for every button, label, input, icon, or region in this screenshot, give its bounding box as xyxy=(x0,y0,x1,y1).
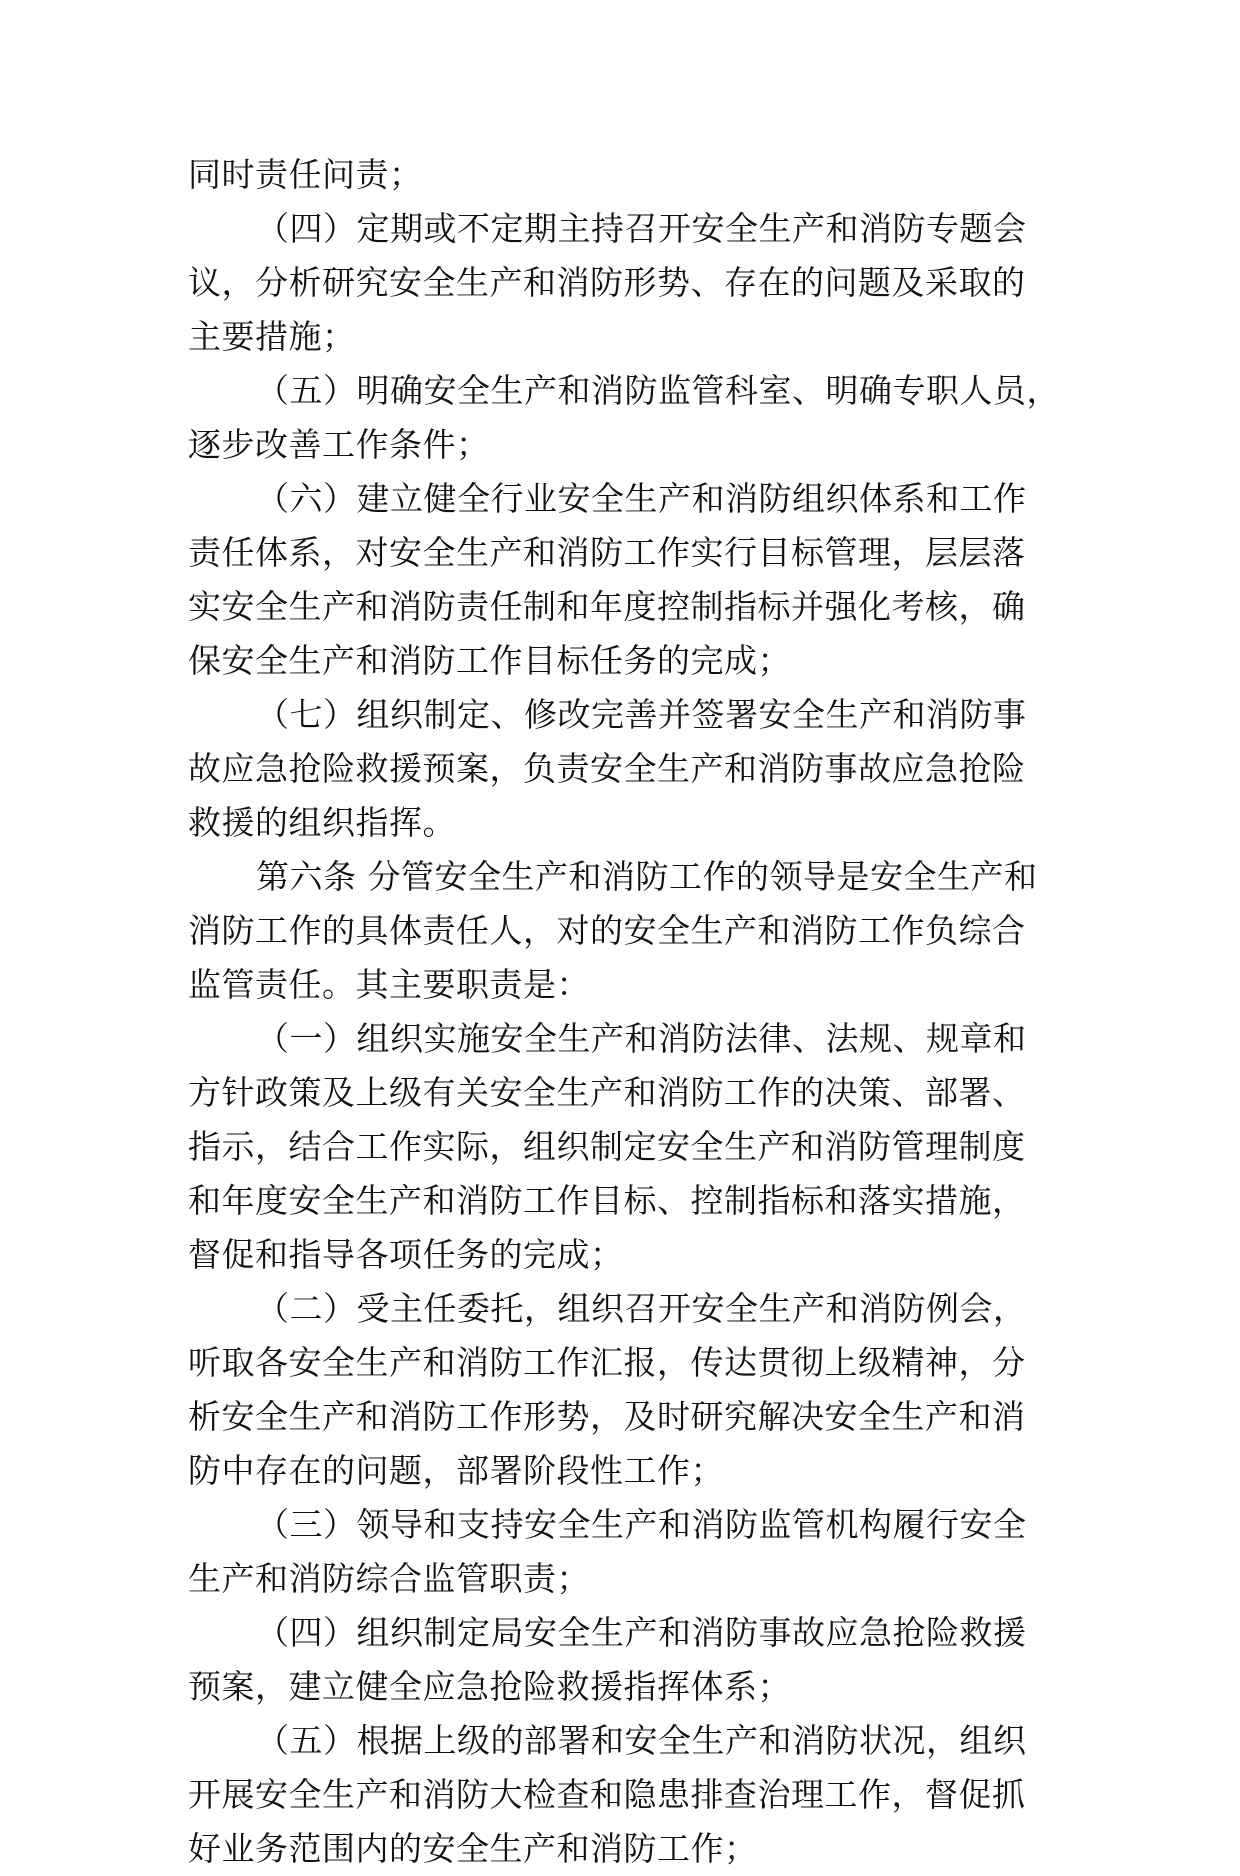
text-line: 故应急抢险救援预案，负责安全生产和消防事故应急抢险 xyxy=(188,749,1026,788)
text-line: 开展安全生产和消防大检查和隐患排查治理工作，督促抓 xyxy=(188,1775,1026,1814)
text-line: 预案，建立健全应急抢险救援指挥体系； xyxy=(188,1667,791,1706)
article-heading-line: 第六条 分管安全生产和消防工作的领导是安全生产和 xyxy=(256,857,1038,896)
text-line: 议，分析研究安全生产和消防形势、存在的问题及采取的 xyxy=(188,263,1026,302)
text-line: （三）领导和支持安全生产和消防监管机构履行安全 xyxy=(256,1505,1027,1544)
text-line: 防中存在的问题，部署阶段性工作； xyxy=(188,1451,724,1490)
text-line: （五）明确安全生产和消防监管科室、明确专职人员， xyxy=(256,371,1060,410)
text-line: 听取各安全生产和消防工作汇报，传达贯彻上级精神，分 xyxy=(188,1343,1026,1382)
text-line: 责任体系，对安全生产和消防工作实行目标管理，层层落 xyxy=(188,533,1026,572)
text-line: （四）定期或不定期主持召开安全生产和消防专题会 xyxy=(256,209,1027,248)
text-line: 主要措施； xyxy=(188,317,356,356)
text-line: 指示，结合工作实际，组织制定安全生产和消防管理制度 xyxy=(188,1127,1026,1166)
text-line: 好业务范围内的安全生产和消防工作； xyxy=(188,1829,758,1868)
text-line: 保安全生产和消防工作目标任务的完成； xyxy=(188,641,791,680)
text-line: 实安全生产和消防责任制和年度控制指标并强化考核，确 xyxy=(188,587,1026,626)
text-line: 析安全生产和消防工作形势，及时研究解决安全生产和消 xyxy=(188,1397,1026,1436)
text-line: （七）组织制定、修改完善并签署安全生产和消防事 xyxy=(256,695,1027,734)
text-line: 和年度安全生产和消防工作目标、控制指标和落实措施， xyxy=(188,1181,1026,1220)
text-line: 方针政策及上级有关安全生产和消防工作的决策、部署、 xyxy=(188,1073,1026,1112)
text-line: 生产和消防综合监管职责； xyxy=(188,1559,590,1598)
text-line: 同时责任问责； xyxy=(188,155,423,194)
text-line: （六）建立健全行业安全生产和消防组织体系和工作 xyxy=(256,479,1027,518)
text-line: （二）受主任委托，组织召开安全生产和消防例会， xyxy=(256,1289,1027,1328)
text-line: 逐步改善工作条件； xyxy=(188,425,490,464)
text-line: 监管责任。其主要职责是： xyxy=(188,965,590,1004)
document-body xyxy=(188,148,1073,1876)
text-line: 消防工作的具体责任人，对的安全生产和消防工作负综合 xyxy=(188,911,1026,950)
text-line: （五）根据上级的部署和安全生产和消防状况，组织 xyxy=(256,1721,1027,1760)
text-line: （一）组织实施安全生产和消防法律、法规、规章和 xyxy=(256,1019,1027,1058)
text-line: （四）组织制定局安全生产和消防事故应急抢险救援 xyxy=(256,1613,1027,1652)
text-line: 救援的组织指挥。 xyxy=(188,803,456,842)
text-line: 督促和指导各项任务的完成； xyxy=(188,1235,624,1274)
